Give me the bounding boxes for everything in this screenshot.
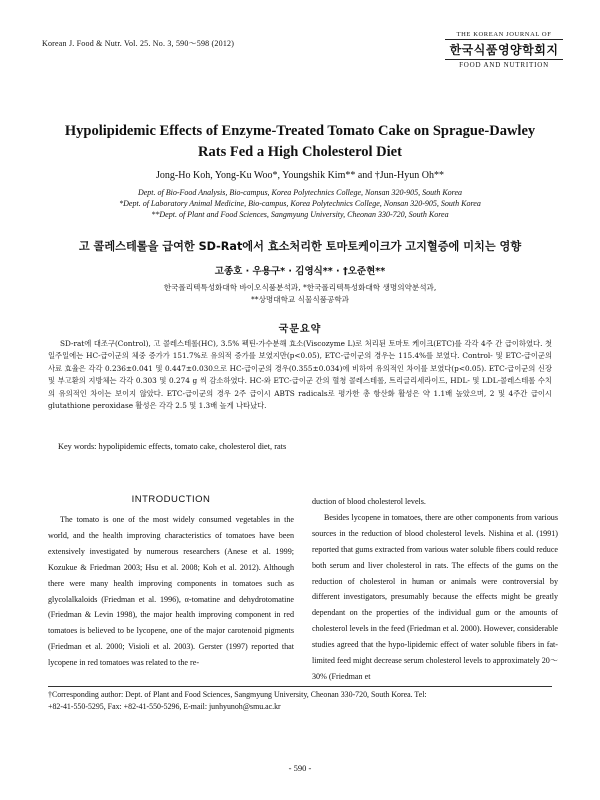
footnote-divider (48, 686, 552, 687)
paragraph: Besides lycopene in tomatoes, there are other components from various sources in the reduction of blood cholesterol levels. Nishina et al. (1991) reported that gums extracted from various water soluble fibers could reduce both serum and liver cholesterol in rats. The effects of the gums on the reduction of cholesterol in human or animals were controversial by different investigators, presumably because the effects might be greatly dependant on the properties of the individual gum or the amounts of cholesterol levels in the feed (Friedman et al. 2000). However, considerable studies agreed that the hypo-lipidemic effect of water soluble fibers in fat-limited feed might decrease serum cholesterol levels to approximately 20～30% (Friedman et (312, 512, 558, 681)
korean-author-list: 고종호 · 우용구* · 김영식** · †오준현** (214, 266, 386, 277)
abstract (48, 338, 552, 412)
journal-citation: Korean J. Food & Nutr. Vol. 25. No. 3, 590～598 (2012) (42, 39, 235, 48)
journal-name-en-top: THE KOREAN JOURNAL OF (445, 31, 563, 40)
affiliation-3: **Dept. of Plant and Food Sciences, Sangmyung University, Cheonan 330-720, South Korea (151, 210, 449, 219)
korean-affiliation-line-1: 한국폴리텍특성화대학 바이오식품분석과, *한국폴리텍특성화대학 생명의약분석과, (163, 283, 437, 292)
abstract-heading: 국문요약 (278, 324, 322, 335)
keywords: Key words: hypolipidemic effects, tomato cake, cholesterol diet, rats (58, 442, 287, 451)
paper-title-line-1: Hypolipidemic Effects of Enzyme-Treated Tomato Cake on Sprague-Dawley (64, 123, 536, 139)
journal-masthead (445, 31, 563, 69)
author-list: Jong-Ho Koh, Yong-Ku Woo*, Youngshik Kim** and †Jun-Hyun Oh** (156, 170, 444, 181)
korean-affiliation-line-2: **상명대학교 식물식품공학과 (250, 294, 350, 304)
paragraph-continued: duction of blood cholesterol levels. (312, 497, 426, 506)
body-column-right (312, 494, 558, 685)
body-column-left (48, 494, 294, 671)
section-heading-introduction: INTRODUCTION (131, 494, 211, 505)
paper-title (40, 121, 560, 163)
abstract-text: SD-rat에 대조구(Control), 고 콜레스테롤(HC), 3.5% 펙틴-가수분해 효소(Viscozyme L)로 처리된 토마토 케이크(ETC)를 각각 4주 간 급이하였다. 첫 일주일에는 HC-급이군의 체중 증가가 151.7%로 유의적 증가를 보였지만(p<0.05), ETC-급이군의 경우는 115.4%를 보였다. Control- 및 ETC-급이군의 사료 효율은 각각 0.236±0.041 및 0.447±0.030으로 HC-급이군의 경우(0.355±0.034)에 비하여 유의적인 차이를 보였다(p<0.05). ETC-급이군의 신장 및 부고환의 지방체는 각각 0.303 및 0.274 g 씩 감소하였다. HC-와 ETC-급이군 간의 혈청 콜레스테롤, 트리글리세라이드, HDL- 및 LDL-콜레스테롤 수치의 유의적인 차이는 보이지 않았다. ETC-급이군의 경우 2주 급이시 ABTS radicals로 평가한 총 항산화 활성은 약 1.1배 높았으며, 2 및 4주간 급이시 glutathione peroxidase 활성은 각각 2.5 및 1.3배 높게 나타났다. (48, 339, 552, 411)
affiliation-2: *Dept. of Laboratory Animal Medicine, Bio-campus, Korea Polytechnics College, Nonsan 320-905, South Korea (119, 199, 481, 208)
footnote-line-2: +82-41-550-5295, Fax: +82-41-550-5296, E-mail: junhyunoh@smu.ac.kr (48, 702, 281, 711)
paragraph: The tomato is one of the most widely consumed vegetables in the world, and the health improving characteristics of tomatoes have been extensively investigated by numerous researchers (Anese et al. 1999; Kozukue & Friedman 2003; Hsu et al. 2008; Koh et al. 2012). Although there were many health improving components in tomatoes such as glycolalkaloids (Friedman et al. 1996), α-tomatine and dehydrotomatine (Friedman & Levin 1998), the major health improving component in red tomatoes is believed to be lycopene, one of the major carotenoid pigments (Friedman et al. 2000; Visioli et al. 2003). Gerster (1997) reported that lycopene in red tomatoes was related to the re- (48, 515, 294, 668)
footnote-line-1: †Corresponding author: Dept. of Plant and Food Sciences, Sangmyung University, Cheonan 330-720, South Korea. Tel: (48, 690, 427, 699)
affiliation-1: Dept. of Bio-Food Analysis, Bio-campus, Korea Polytechnics College, Nonsan 320-905, South Korea (137, 188, 463, 197)
corresponding-author-footnote (48, 689, 552, 713)
affiliations (40, 187, 560, 220)
korean-title: 고 콜레스테롤을 급여한 SD-Rat에서 효소처리한 토마토케이크가 고지혈증에 미치는 영향 (78, 240, 522, 253)
paper-title-line-2: Rats Fed a High Cholesterol Diet (198, 144, 402, 160)
korean-affiliations (40, 282, 560, 305)
page-number: - 590 - (288, 763, 312, 773)
journal-name-en-bottom: FOOD AND NUTRITION (445, 59, 563, 69)
journal-name-ko: 한국식품영양학회지 (449, 43, 559, 57)
